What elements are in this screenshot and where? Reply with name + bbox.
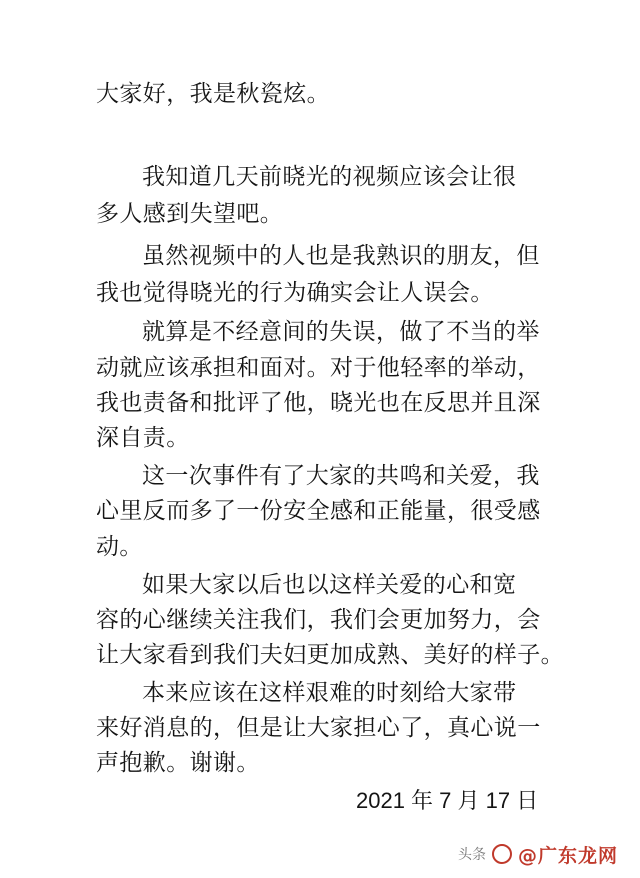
letter-line: 就算是不经意间的失误，做了不当的举 (142, 319, 540, 345)
letter-line: 来好消息的，但是让大家担心了，真心说一 (96, 715, 541, 741)
letter-line: 深自责。 (96, 425, 190, 451)
letter-line: 我也责备和批评了他，晓光也在反思并且深 (96, 390, 541, 416)
watermark-source: 头条 (458, 847, 486, 863)
letter-line: 虽然视频中的人也是我熟识的朋友，但 (142, 243, 540, 269)
watermark-logo-icon (492, 844, 512, 864)
letter-line: 心里反而多了一份安全感和正能量，很受感 (96, 498, 541, 524)
letter-line: 如果大家以后也以这样关爱的心和宽 (142, 572, 517, 598)
watermark-site: @广东龙网 (518, 844, 619, 867)
letter-line: 声抱歉。谢谢。 (96, 750, 260, 776)
letter-line: 动。 (96, 534, 143, 560)
letter-date: 2021 年 7 月 17 日 (356, 788, 539, 813)
letter-line: 动就应该承担和面对。对于他轻率的举动， (96, 355, 541, 381)
letter-line: 我知道几天前晓光的视频应该会让很 (142, 164, 517, 190)
watermark (458, 839, 618, 869)
letter-line: 容的心继续关注我们，我们会更加努力，会 (96, 607, 541, 633)
letter-line: 我也觉得晓光的行为确实会让人误会。 (96, 280, 494, 306)
letter-line: 本来应该在这样艰难的时刻给大家带 (142, 680, 517, 706)
letter-line: 多人感到失望吧。 (96, 201, 284, 227)
greeting-line: 大家好，我是秋瓷炫。 (96, 81, 330, 107)
letter-line: 让大家看到我们夫妇更加成熟、美好的样子。 (96, 642, 564, 668)
letter-line: 这一次事件有了大家的共鸣和关爱，我 (142, 463, 540, 489)
